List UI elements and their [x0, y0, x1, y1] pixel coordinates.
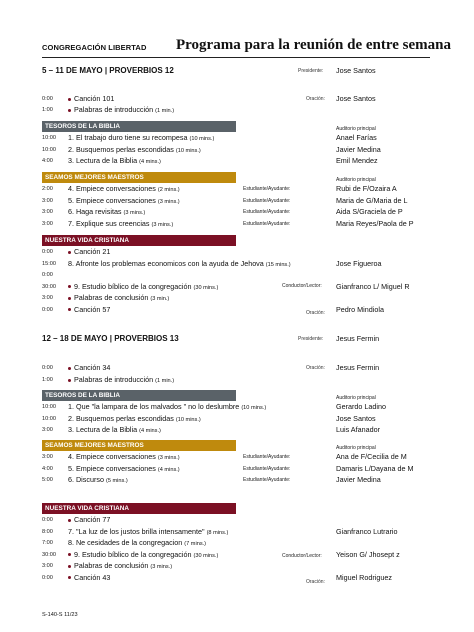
w2-tesoros-text-2: 3. Lectura de la Biblia (4 mins.): [68, 425, 161, 434]
w1-maestros-name-2: Aida S/Graciela de P: [336, 207, 403, 216]
w1-vida-text-0: Canción 21: [68, 247, 110, 256]
section-vida-w1: NUESTRA VIDA CRISTIANA: [42, 235, 236, 246]
w1-vida-time-3: 30:00: [42, 283, 56, 290]
page-title: Programa para la reunión de entre semana: [176, 37, 451, 53]
w2-aux-label-2: Auditorio principal: [336, 445, 376, 451]
w1-maestros-text-3: 7. Explique sus creencias (3 mins.): [68, 218, 174, 228]
w1-maestros-estudiante-label-0: Estudiante/Ayudante:: [243, 186, 291, 192]
w2-vida-name-5: Miguel Rodriguez: [336, 572, 392, 582]
w2-open-name-0: Jesus Fermin: [336, 363, 380, 372]
w2-maestros-name-1: Damaris L/Dayana de M: [336, 463, 414, 473]
week1-presidente: Jose Santos: [336, 66, 376, 75]
w1-maestros-time-0: 2:00: [42, 186, 53, 192]
w1-tesoros-time-1: 10:00: [42, 146, 56, 153]
w2-vida-text-3: 9. Estudio bíblico de la congregación (30 mins.): [68, 550, 218, 559]
w1-conductor-label: Conductor/Lector:: [282, 283, 322, 289]
bullet-icon: [68, 519, 71, 522]
w1-maestros-estudiante-label-3: Estudiante/Ayudante:: [243, 220, 291, 227]
w2-maestros-name-2: Javier Medina: [336, 475, 381, 484]
w2-vida-time-2: 7:00: [42, 540, 53, 546]
section-tesoros-w2: TESOROS DE LA BIBLIA: [42, 390, 236, 401]
w2-tesoros-name-0: Gerardo Ladino: [336, 402, 386, 411]
bullet-icon: [68, 576, 71, 579]
w1-vida-text-4: Palabras de conclusión (3 min.): [68, 293, 169, 302]
w2-vida-time-0: 0:00: [42, 517, 53, 523]
week1-presidente-label: Presidente:: [298, 68, 324, 74]
w2-open-time-1: 1:00: [42, 377, 53, 383]
week2-presidente-label: Presidente:: [298, 336, 324, 342]
w2-maestros-time-2: 5:00: [42, 477, 53, 483]
w1-open-name-0: Jose Santos: [336, 94, 376, 103]
w2-tesoros-name-1: Jose Santos: [336, 413, 376, 423]
w1-vida-name-5: Pedro Mindiola: [336, 304, 384, 314]
w2-maestros-text-0: 4. Empiece conversaciones (3 mins.): [68, 452, 180, 461]
w1-aux-label: Auditorio principal: [336, 126, 376, 132]
w2-vida-text-4: Palabras de conclusión (3 mins.): [68, 561, 172, 570]
w1-maestros-text-2: 6. Haga revisitas (3 mins.): [68, 207, 146, 216]
w2-maestros-estudiante-label-2: Estudiante/Ayudante:: [243, 477, 291, 483]
w2-vida-text-2: 8. Ne cesidades de la congregacion (7 mins.): [68, 538, 207, 547]
w1-vida-name-3: Gianfranco L/ Miguel R: [336, 281, 410, 291]
w1-aux-label-2: Auditorio principal: [336, 177, 376, 183]
bullet-icon: [68, 297, 71, 300]
bullet-icon: [68, 251, 71, 254]
week2-presidente: Jesus Fermin: [336, 334, 380, 343]
w2-tesoros-time-2: 3:00: [42, 427, 53, 433]
w2-tesoros-time-1: 10:00: [42, 415, 56, 422]
w1-open-time-0: 0:00: [42, 96, 53, 102]
w1-tesoros-text-2: 3. Lectura de la Biblia (4 mins.): [68, 156, 161, 165]
w1-maestros-time-2: 3:00: [42, 209, 53, 215]
w2-aux-label: Auditorio principal: [336, 395, 376, 401]
w2-maestros-text-2: 6. Discurso (5 mins.): [68, 475, 128, 484]
section-vida-w2: NUESTRA VIDA CRISTIANA: [42, 503, 236, 514]
w2-open-text-0: Canción 34: [68, 363, 110, 372]
bullet-icon: [68, 98, 71, 101]
w2-maestros-text-1: 5. Empiece conversaciones (4 mins.): [68, 463, 180, 473]
section-maestros-w2: SEAMOS MEJORES MAESTROS: [42, 440, 236, 451]
w1-tesoros-name-2: Emil Mendez: [336, 156, 378, 165]
w2-tesoros-name-2: Luis Afanador: [336, 425, 380, 434]
w1-tesoros-name-1: Javier Medina: [336, 144, 381, 154]
w1-maestros-estudiante-label-1: Estudiante/Ayudante:: [243, 197, 291, 204]
w2-vida-text-0: Canción 77: [68, 515, 110, 524]
w2-tesoros-time-0: 10:00: [42, 404, 56, 410]
section-maestros-w1: SEAMOS MEJORES MAESTROS: [42, 172, 236, 183]
w2-maestros-name-0: Ana de F/Cecilia de M: [336, 452, 407, 461]
w1-maestros-name-1: Maria de G/Maria de L: [336, 195, 408, 205]
w2-vida-name-3: Yeison G/ Jhosept z: [336, 549, 400, 559]
w1-vida-text-5: Canción 57: [68, 305, 110, 314]
w1-maestros-estudiante-label-2: Estudiante/Ayudante:: [243, 209, 291, 215]
w1-vida-name-1: Jose Figueroa: [336, 258, 382, 268]
w1-tesoros-text-0: 1. El trabajo duro tiene su recompesa (10 mins.): [68, 133, 215, 142]
bullet-icon: [68, 367, 71, 370]
w1-maestros-name-3: Maria Reyes/Paola de P: [336, 218, 414, 228]
w1-tesoros-time-2: 4:00: [42, 158, 53, 164]
w2-vida-time-3: 30:00: [42, 551, 56, 558]
bullet-icon: [68, 553, 71, 556]
w2-open-time-0: 0:00: [42, 365, 53, 371]
w2-maestros-estudiante-label-0: Estudiante/Ayudante:: [243, 454, 291, 460]
w2-vida-time-1: 8:00: [42, 528, 53, 535]
w2-tesoros-text-1: 2. Busquemos perlas escondidas (10 mins.): [68, 413, 201, 423]
w2-maestros-estudiante-label-1: Estudiante/Ayudante:: [243, 465, 291, 472]
w1-vida-text-3: 9. Estudio bíblico de la congregación (30 mins.): [68, 282, 218, 291]
w1-tesoros-time-0: 10:00: [42, 135, 56, 141]
w1-maestros-text-1: 5. Empiece conversaciones (3 mins.): [68, 195, 180, 205]
week2-heading: 12 – 18 DE MAYO | PROVERBIOS 13: [42, 334, 179, 343]
w2-tesoros-text-0: 1. Que "la lampara de los malvados " no lo deslumbre (10 mins.): [68, 402, 267, 411]
w1-vida-time-0: 0:00: [42, 249, 53, 255]
section-tesoros-w1: TESOROS DE LA BIBLIA: [42, 121, 236, 132]
bullet-icon: [68, 109, 71, 112]
w1-vida-text-1: 8. Afronte los problemas economicos con la ayuda de Jehova (15 mins.): [68, 258, 291, 268]
w1-open-time-1: 1:00: [42, 107, 53, 113]
w2-maestros-time-0: 3:00: [42, 454, 53, 460]
week1-heading: 5 – 11 DE MAYO | PROVERBIOS 12: [42, 66, 174, 75]
w2-oracion-label: Oración:: [306, 365, 325, 371]
header-divider: [42, 57, 430, 58]
w1-vida-time-2: 0:00: [42, 272, 53, 278]
w1-vida-time-5: 0:00: [42, 306, 53, 313]
w2-vida-time-5: 0:00: [42, 574, 53, 581]
w1-maestros-name-0: Rubi de F/Ozaira A: [336, 184, 397, 193]
w1-maestros-time-3: 3:00: [42, 220, 53, 227]
w1-tesoros-name-0: Anael Farías: [336, 133, 377, 142]
bullet-icon: [68, 308, 71, 311]
w1-vida-time-4: 3:00: [42, 295, 53, 301]
w1-maestros-text-0: 4. Empiece conversaciones (2 mins.): [68, 184, 180, 193]
w1-oracion-label-2: Oración:: [306, 310, 325, 316]
w1-open-text-1: Palabras de introducción (1 min.): [68, 105, 174, 114]
w2-maestros-time-1: 4:00: [42, 465, 53, 472]
w2-vida-name-1: Gianfranco Lutrario: [336, 526, 398, 536]
w2-open-text-1: Palabras de introducción (1 min.): [68, 375, 174, 384]
w1-tesoros-text-1: 2. Busquemos perlas escondidas (10 mins.): [68, 144, 201, 154]
w2-vida-text-5: Canción 43: [68, 573, 110, 582]
bullet-icon: [68, 285, 71, 288]
form-code: S-140-S 11/23: [42, 612, 78, 618]
bullet-icon: [68, 565, 71, 568]
w2-conductor-label: Conductor/Lector:: [282, 553, 322, 559]
w1-vida-time-1: 15:00: [42, 260, 56, 267]
w2-vida-time-4: 3:00: [42, 563, 53, 569]
congregation-name: CONGREGACIÓN LIBERTAD: [42, 43, 147, 52]
w1-maestros-time-1: 3:00: [42, 197, 53, 204]
w1-oracion-label: Oración:: [306, 96, 325, 102]
w1-open-text-0: Canción 101: [68, 94, 114, 103]
w2-oracion-label-2: Oración:: [306, 579, 325, 585]
w2-vida-text-1: 7. "La luz de los justos brilla intensamente" (8 mins.): [68, 526, 229, 536]
bullet-icon: [68, 379, 71, 382]
